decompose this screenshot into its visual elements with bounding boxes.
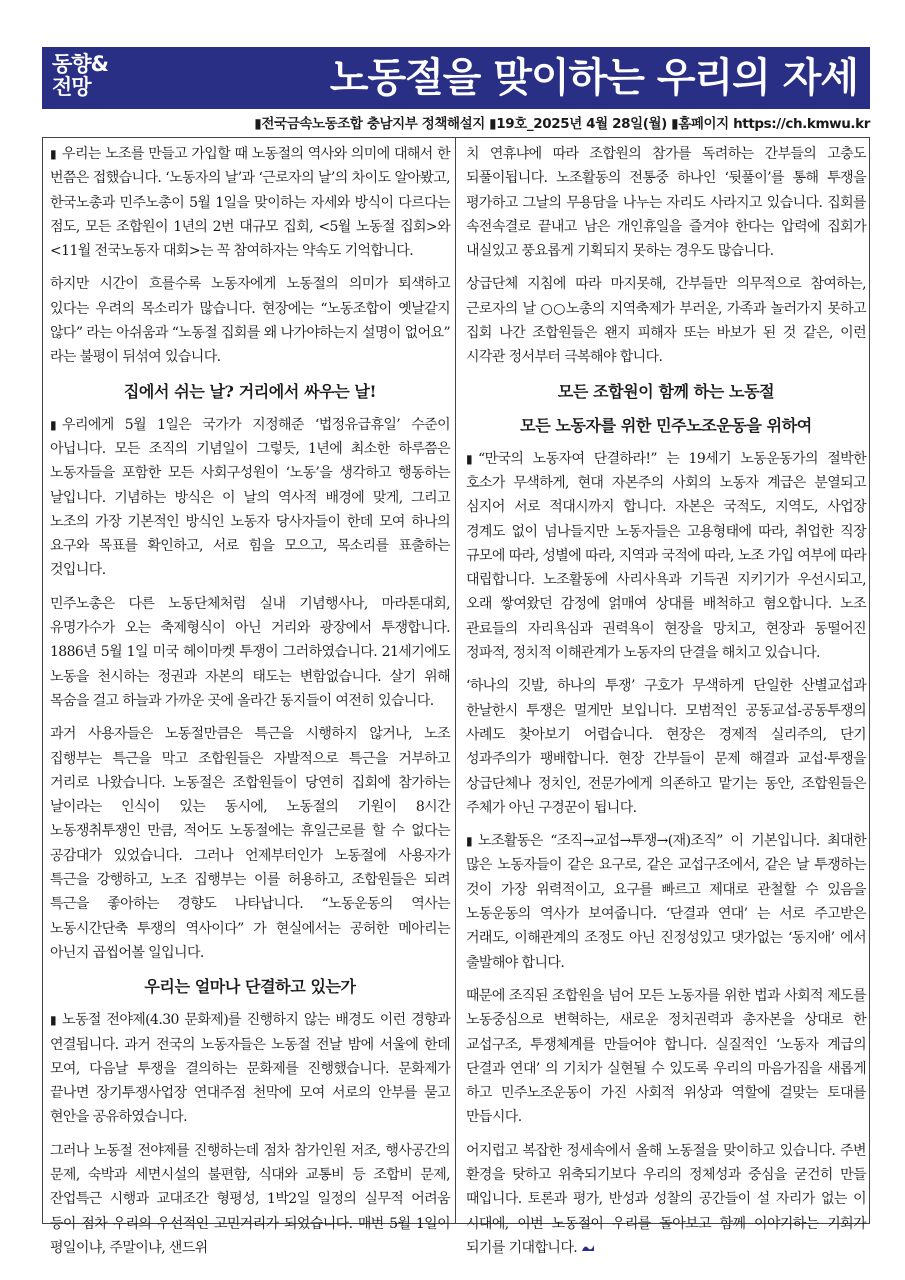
paragraph: 하지만 시간이 흐를수록 노동자에게 노동절의 의미가 퇴색하고 있다는 우려의 목소리가 많습니다. 현장에는 “노동조합이 옛날같지 않다” 라는 아쉬움과 “노동절 집회를 왜 나가야하는지 설명이 없어요” 라는 불평이 뒤섞여 있습니다. [50,276,450,366]
paragraph: ▮ 노조활동은 “조직→교섭→투쟁→(재)조직” 이 기본입니다. 최대한 많은 노동자들이 같은 요구로, 같은 교섭구조에서, 같은 날 투쟁하는 것이 가장 위력적이고, 요구를 빠르고 제대로 관철할 수 있음을 노동운동의 역사가 보여줍니다. ‘단결과 연대’ 는 서로 주고받은 거래도, 이해관계의 조정도 아닌 진정성있고 댓가없는 ‘동지애’ 에서 출발해야 합니다. [466,833,866,971]
paragraph: ▮ 우리는 노조를 만들고 가입할 때 노동절의 역사와 의미에 대해서 한 번쯤은 접했습니다. ‘노동자의 날’과 ‘근로자의 날’의 차이도 알아봤고, 한국노총과 민주노총이 5월 1일을 맞이하는 자세와 방식이 다르다는 점도, 모든 조합원이 1년의 2번 대규모 집회, <5월 노동절 집회>와 <11월 전국노동자 대회>는 꼭 참여하자는 약속도 기억합니다. [50,146,450,260]
left-column [50,142,450,1256]
bullet-icon: ▮ [50,147,57,161]
column-divider [455,137,456,1224]
section-heading: 집에서 쉬는 날? 거리에서 싸우는 날! [123,381,377,401]
bullet-icon: ▮ [466,451,473,466]
paragraph: 과거 사용자들은 노동절만큼은 특근을 시행하지 않거나, 노조 집행부는 특근을 막고 조합원들은 자발적으로 특근을 거부하고 거리로 나왔습니다. 노동절은 조합원들이 당연히 집회에 참가하는 날이라는 인식이 있는 동시에, 노동절의 기원이 8시간 노동쟁취투쟁인 만큼, 적어도 노동절에는 휴일근로를 할 수 없다는 공감대가 있었습니다. 그러나 언제부터인가 노동절에 사용자가 특근을 강행하고, 노조 집행부는 이를 허용하고, 조합원들은 되려 특근을 좋아하는 경향도 나타납니다. “노동운동의 역사는 노동시간단축 투쟁의 역사이다” 가 현실에서는 공허한 메아리는 아닌지 곱씹어볼 일입니다. [50,726,450,961]
section-tag-line2: 전망 [52,75,91,99]
section-heading: 모든 노동자를 위한 민주노조운동을 위하여 [520,415,812,435]
paragraph: 치 연휴냐에 따라 조합원의 참가를 독려하는 간부들의 고충도 되풀이됩니다. 노조활동의 전통중 하나인 ‘뒷풀이’를 통해 투쟁을 평가하고 그날의 무용담을 나누는 자리도 사라지고 있습니다. 집회를 속전속결로 끝내고 남은 개인휴일을 즐겨야 한다는 압력에 집회가 내실있고 풍요롭게 기획되지 못하는 경우도 많습니다. [466,146,866,260]
paragraph: 때문에 조직된 조합원을 넘어 모든 노동자를 위한 법과 사회적 제도를 노동중심으로 변혁하는, 새로운 정치권력과 총자본을 상대로 한 교섭구조, 투쟁체계를 만들어야 합니다. 실질적인 ‘노동자 계급의 단결과 연대’ 의 기치가 실현될 수 있도록 우리의 마음가짐을 새롭게 하고 민주노조운동이 가진 사회적 위상과 역할에 걸맞는 토대를 만듭시다. [466,987,866,1126]
paragraph: 어지럽고 복잡한 정세속에서 올해 노동절을 맞이하고 있습니다. 주변 환경을 탓하고 위축되기보다 우리의 정체성과 중심을 굳건히 만들 때입니다. 토론과 평가, 반성과 성찰의 공간들이 설 자리가 없는 이 시대에, 이번 노동절이 우리를 돌아보고 함께 이야기하는 기회가 되기를 기대합니다. [466,1142,866,1256]
publication-info: ▮전국금속노동조합 충남지부 정책해설지 ▮19호_2025년 4월 28일(월) ▮홈페이지 https://ch.kmwu.kr [254,116,870,132]
paragraph: 그러나 노동절 전야제를 진행하는데 점차 참가인원 저조, 행사공간의 문제, 숙박과 세면시설의 불편함, 식대와 교통비 등 조합비 문제, 잔업특근 시행과 교대조간 형평성, 1박2일 일정의 실무적 어려움 등이 점차 우리의 우선적인 고민거리가 되었습니다. 매번 5월 1일이 평일이냐, 주말이냐, 샌드위 [50,1142,450,1256]
bullet-icon: ▮ [466,834,473,849]
right-column [466,142,866,1256]
paragraph: 민주노총은 다른 노동단체처럼 실내 기념행사나, 마라톤대회, 유명가수가 오는 축제형식이 아닌 거리와 광장에서 투쟁합니다. 1886년 5월 1일 미국 헤이마켓 투쟁이 그러하였습니다. 21세기에도 노동을 천시하는 정권과 자본의 태도는 변함없습니다. 살기 위해 목숨을 걸고 하늘과 가까운 곳에 올라간 동지들이 여전히 있습니다. [50,595,450,709]
paragraph: ▮ “만국의 노동자여 단결하라!” 는 19세기 노동운동가의 절박한 호소가 무색하게, 현대 자본주의 사회의 노동자 계급은 분열되고 심지어 서로 적대시까지 합니다. 자본은 국적도, 지역도, 사업장 경계도 없이 넘나들지만 노동자들은 고용형태에 따라, 취업한 직장 규모에 따라, 성별에 따라, 지역과 국적에 따라, 노조 가입 여부에 따라 대립합니다. 노조활동에 사리사욕과 기득권 지키기가 우선시되고, 오래 쌓여왔던 감정에 얽매여 상대를 배척하고 혐오합니다. 노조 관료들의 자리욕심과 권력욕이 현장을 망치고, 현장과 동떨어진 정파적, 정치적 이해관계가 노동자의 단결을 해치고 있습니다. [466,450,866,662]
bullet-icon: ▮ [50,417,57,432]
paragraph: ▮ 노동절 전야제(4.30 문화제)를 진행하지 않는 배경도 이런 경향과 연결됩니다. 과거 전국의 노동자들은 노동절 전날 밤에 서울에 한데 모여, 다음날 투쟁을 결의하는 문화제를 진행했습니다. 문화제가 끝나면 장기투쟁사업장 연대주점 천막에 모여 서로의 안부를 묻고 현안을 공유하였습니다. [50,1012,450,1126]
section-heading: 모든 조합원이 함께 하는 노동절 [557,381,775,401]
section-tag-line1: 동향& [52,52,108,76]
section-heading: 우리는 얼마나 단결하고 있는가 [144,977,356,997]
bullet-icon: ▮ [50,1013,57,1028]
union-logo-icon [581,1243,595,1253]
page-title: 노동절을 맞이하는 우리의 자세 [329,55,858,101]
paragraph: ▮ 우리에게 5월 1일은 국가가 지정해준 ‘법정유급휴일’ 수준이 아닙니다. 모든 조직의 기념일이 그렇듯, 1년에 최소한 하루쯤은 노동자들을 포함한 모든 사회구성원이 ‘노동’을 생각하고 행동하는 날입니다. 기념하는 방식은 이 날의 역사적 배경에 맞게, 그리고 노조의 가장 기본적인 방식인 노동자 당사자들이 한데 모여 하나의 요구와 목표를 확인하고, 서로 힘을 모으고, 목소리를 표출하는 것입니다. [50,416,450,579]
paragraph: ‘하나의 깃발, 하나의 투쟁’ 구호가 무색하게 단일한 산별교섭과 한날한시 투쟁은 멀게만 보입니다. 모범적인 공동교섭-공동투쟁의 사례도 찾아보기 어렵습니다. 현장은 경제적 실리주의, 단기 성과주의가 팽배합니다. 현장 간부들이 문제 해결과 교섭·투쟁을 상급단체나 정치인, 전문가에게 의존하고 맡기는 동안, 조합원들은 주체가 아닌 구경꾼이 됩니다. [466,678,866,816]
header-banner [42,47,870,109]
paragraph: 상급단체 지침에 따라 마지못해, 간부들만 의무적으로 참여하는, 근로자의 날 ○○노총의 지역축제가 부러운, 가족과 놀러가지 못하고 집회 나간 조합원들은 왠지 피해자 또는 바보가 된 것 같은, 이런 시각관 정서부터 극복해야 합니다. [466,276,866,366]
section-tag [52,53,108,99]
